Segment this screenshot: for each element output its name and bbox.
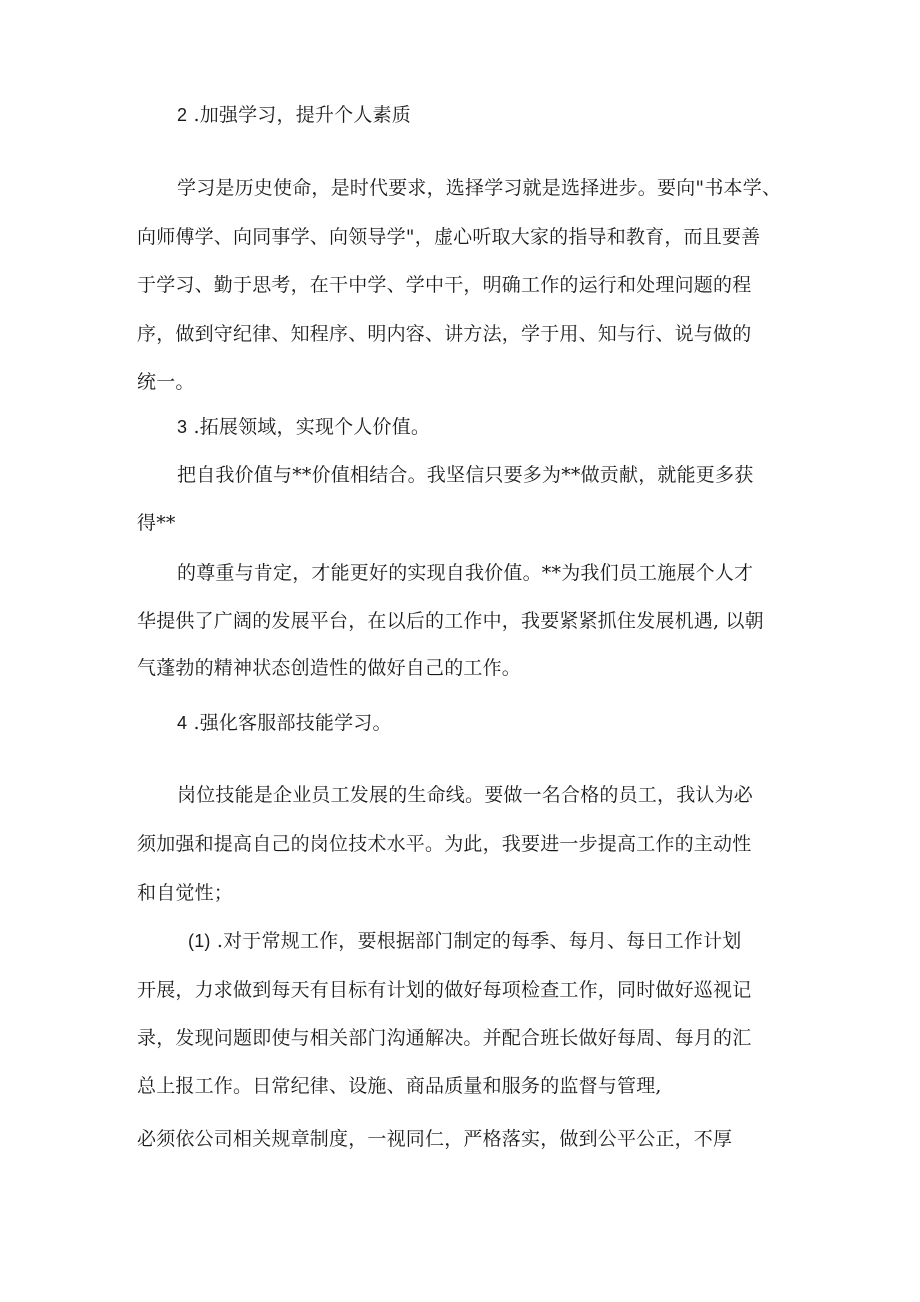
list-item-1: [188, 929, 797, 953]
paragraph-line: 于学习、勤于思考，在干中学、学中干，明确工作的运行和处理问题的程: [137, 274, 752, 296]
paragraph-line: 序，做到守纪律、知程序、明内容、讲方法，学于用、知与行、说与做的: [137, 323, 752, 345]
paragraph-line: 岗位技能是企业员工发展的生命线。要做一名合格的员工，我认为必: [177, 784, 754, 806]
heading-number: 4: [177, 713, 188, 733]
heading-text: .拓展领域，实现个人价值。: [193, 416, 431, 438]
paragraph-line: 开展，力求做到每天有目标有计划的做好每项检查工作，同时做好巡视记: [137, 979, 752, 1001]
paragraph-line: 须加强和提高自己的岗位技术水平。为此，我要进一步提高工作的主动性: [137, 833, 752, 855]
heading-number: 2: [177, 105, 188, 125]
paragraph-line: 气蓬勃的精神状态创造性的做好自己的工作。: [137, 657, 522, 679]
paragraph-line: 总上报工作。日常纪律、设施、商品质量和服务的监督与管理,: [137, 1075, 662, 1097]
section-heading-4: [177, 711, 797, 735]
paragraph-line: 华提供了广阔的发展平台，在以后的工作中，我要紧紧抓住发展机遇, 以朝: [137, 610, 764, 632]
heading-text: .加强学习，提升个人素质: [193, 104, 411, 126]
paragraph-line: 向师傅学、向同事学、向领导学"，虚心听取大家的指导和教育，而且要善: [137, 226, 761, 248]
paragraph-line: 得**: [137, 512, 176, 534]
section-heading-2: [177, 103, 797, 127]
heading-number: 3: [177, 417, 188, 437]
paragraph-line: 的尊重与肯定，才能更好的实现自我价值。**为我们员工施展个人才: [177, 562, 754, 584]
item-text: .对于常规工作，要根据部门制定的每季、每月、每日工作计划: [216, 930, 742, 952]
paragraph-line: 把自我价值与**价值相结合。我坚信只要多为**做贡献，就能更多获: [177, 464, 754, 486]
paragraph-line: 统一。: [137, 371, 195, 393]
paragraph-line: 和自觉性；: [137, 882, 234, 904]
paragraph-line: 录，发现问题即使与相关部门沟通解决。并配合班长做好每周、每月的汇: [137, 1027, 752, 1049]
heading-text: .强化客服部技能学习。: [193, 712, 392, 734]
paragraph-line: 学习是历史使命，是时代要求，选择学习就是选择进步。要向"书本学、: [177, 177, 782, 199]
paragraph-line: 必须依公司相关规章制度，一视同仁，严格落实，做到公平公正，不厚: [137, 1128, 733, 1150]
section-heading-3: [177, 415, 797, 439]
item-number: (1): [188, 931, 211, 951]
